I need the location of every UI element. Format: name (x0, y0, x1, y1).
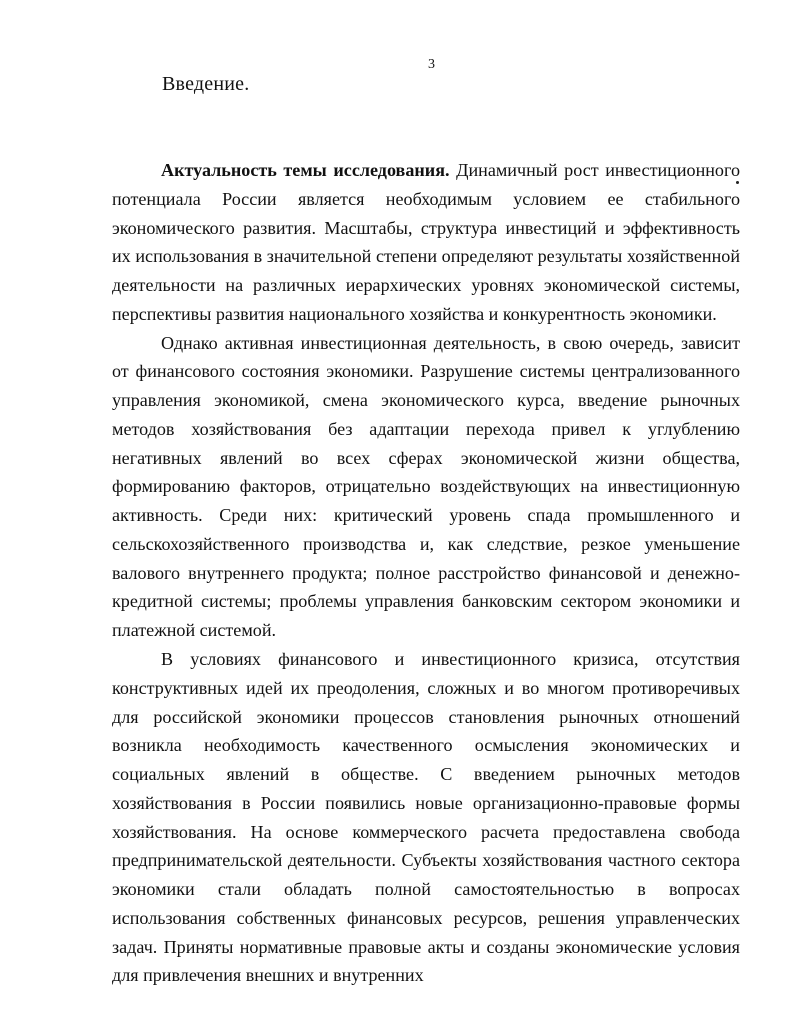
paragraph-text: Динамичный рост инвестиционного потенциала России является необходимым условием ее стабильного экономического развития. Масштабы, структура инвестиций и эффективность их использования в значительной степени определяют результаты хозяйственной деятельности на различных иерархических уровнях экономической системы, перспективы развития национального хозяйства и конкурентность экономики. (112, 160, 740, 324)
section-heading: Введение. (162, 73, 250, 95)
paragraph-lead: Актуальность темы исследования. (161, 160, 450, 180)
page-number: 3 (428, 57, 435, 72)
paragraph-text: Однако активная инвестиционная деятельность, в свою очередь, зависит от финансового состояния экономики. Разрушение системы централизованного управления экономикой, смена экономического курса, введение рыночных методов хозяйствования без адаптации перехода привел к углублению негативных явлений во всех сферах экономической жизни общества, формированию факторов, отрицательно воздействующих на инвестиционную активность. Среди них: критический уровень спада промышленного и сельскохозяйственного производства и, как следствие, резкое уменьшение валового внутреннего продукта; полное расстройство финансовой и денежно-кредитной системы; проблемы управления банковским сектором экономики и платежной системой. (112, 332, 740, 641)
paragraph-text: В условиях финансового и инвестиционного кризиса, отсутствия конструктивных идей их преодоления, сложных и во многом противоречивых для российской экономики процессов становления рыночных отношений возникла необходимость качественного осмысления экономических и социальных явлений в обществе. С введением рыночных методов хозяйствования в России появились новые организационно-правовые формы хозяйствования. На основе коммерческого расчета предоставлена свобода предпринимательской деятельности. Субъекты хозяйствования частного сектора экономики стали обладать полной самостоятельностью в вопросах использования собственных финансовых ресурсов, решения управленческих задач. Приняты нормативные правовые акты и созданы экономические условия для привлечения внешних и внутренних (112, 649, 740, 986)
paragraph-relevance (112, 156, 740, 329)
paragraph-crisis (112, 645, 740, 990)
paragraph-financial-state (112, 329, 740, 645)
body-text (112, 156, 740, 990)
